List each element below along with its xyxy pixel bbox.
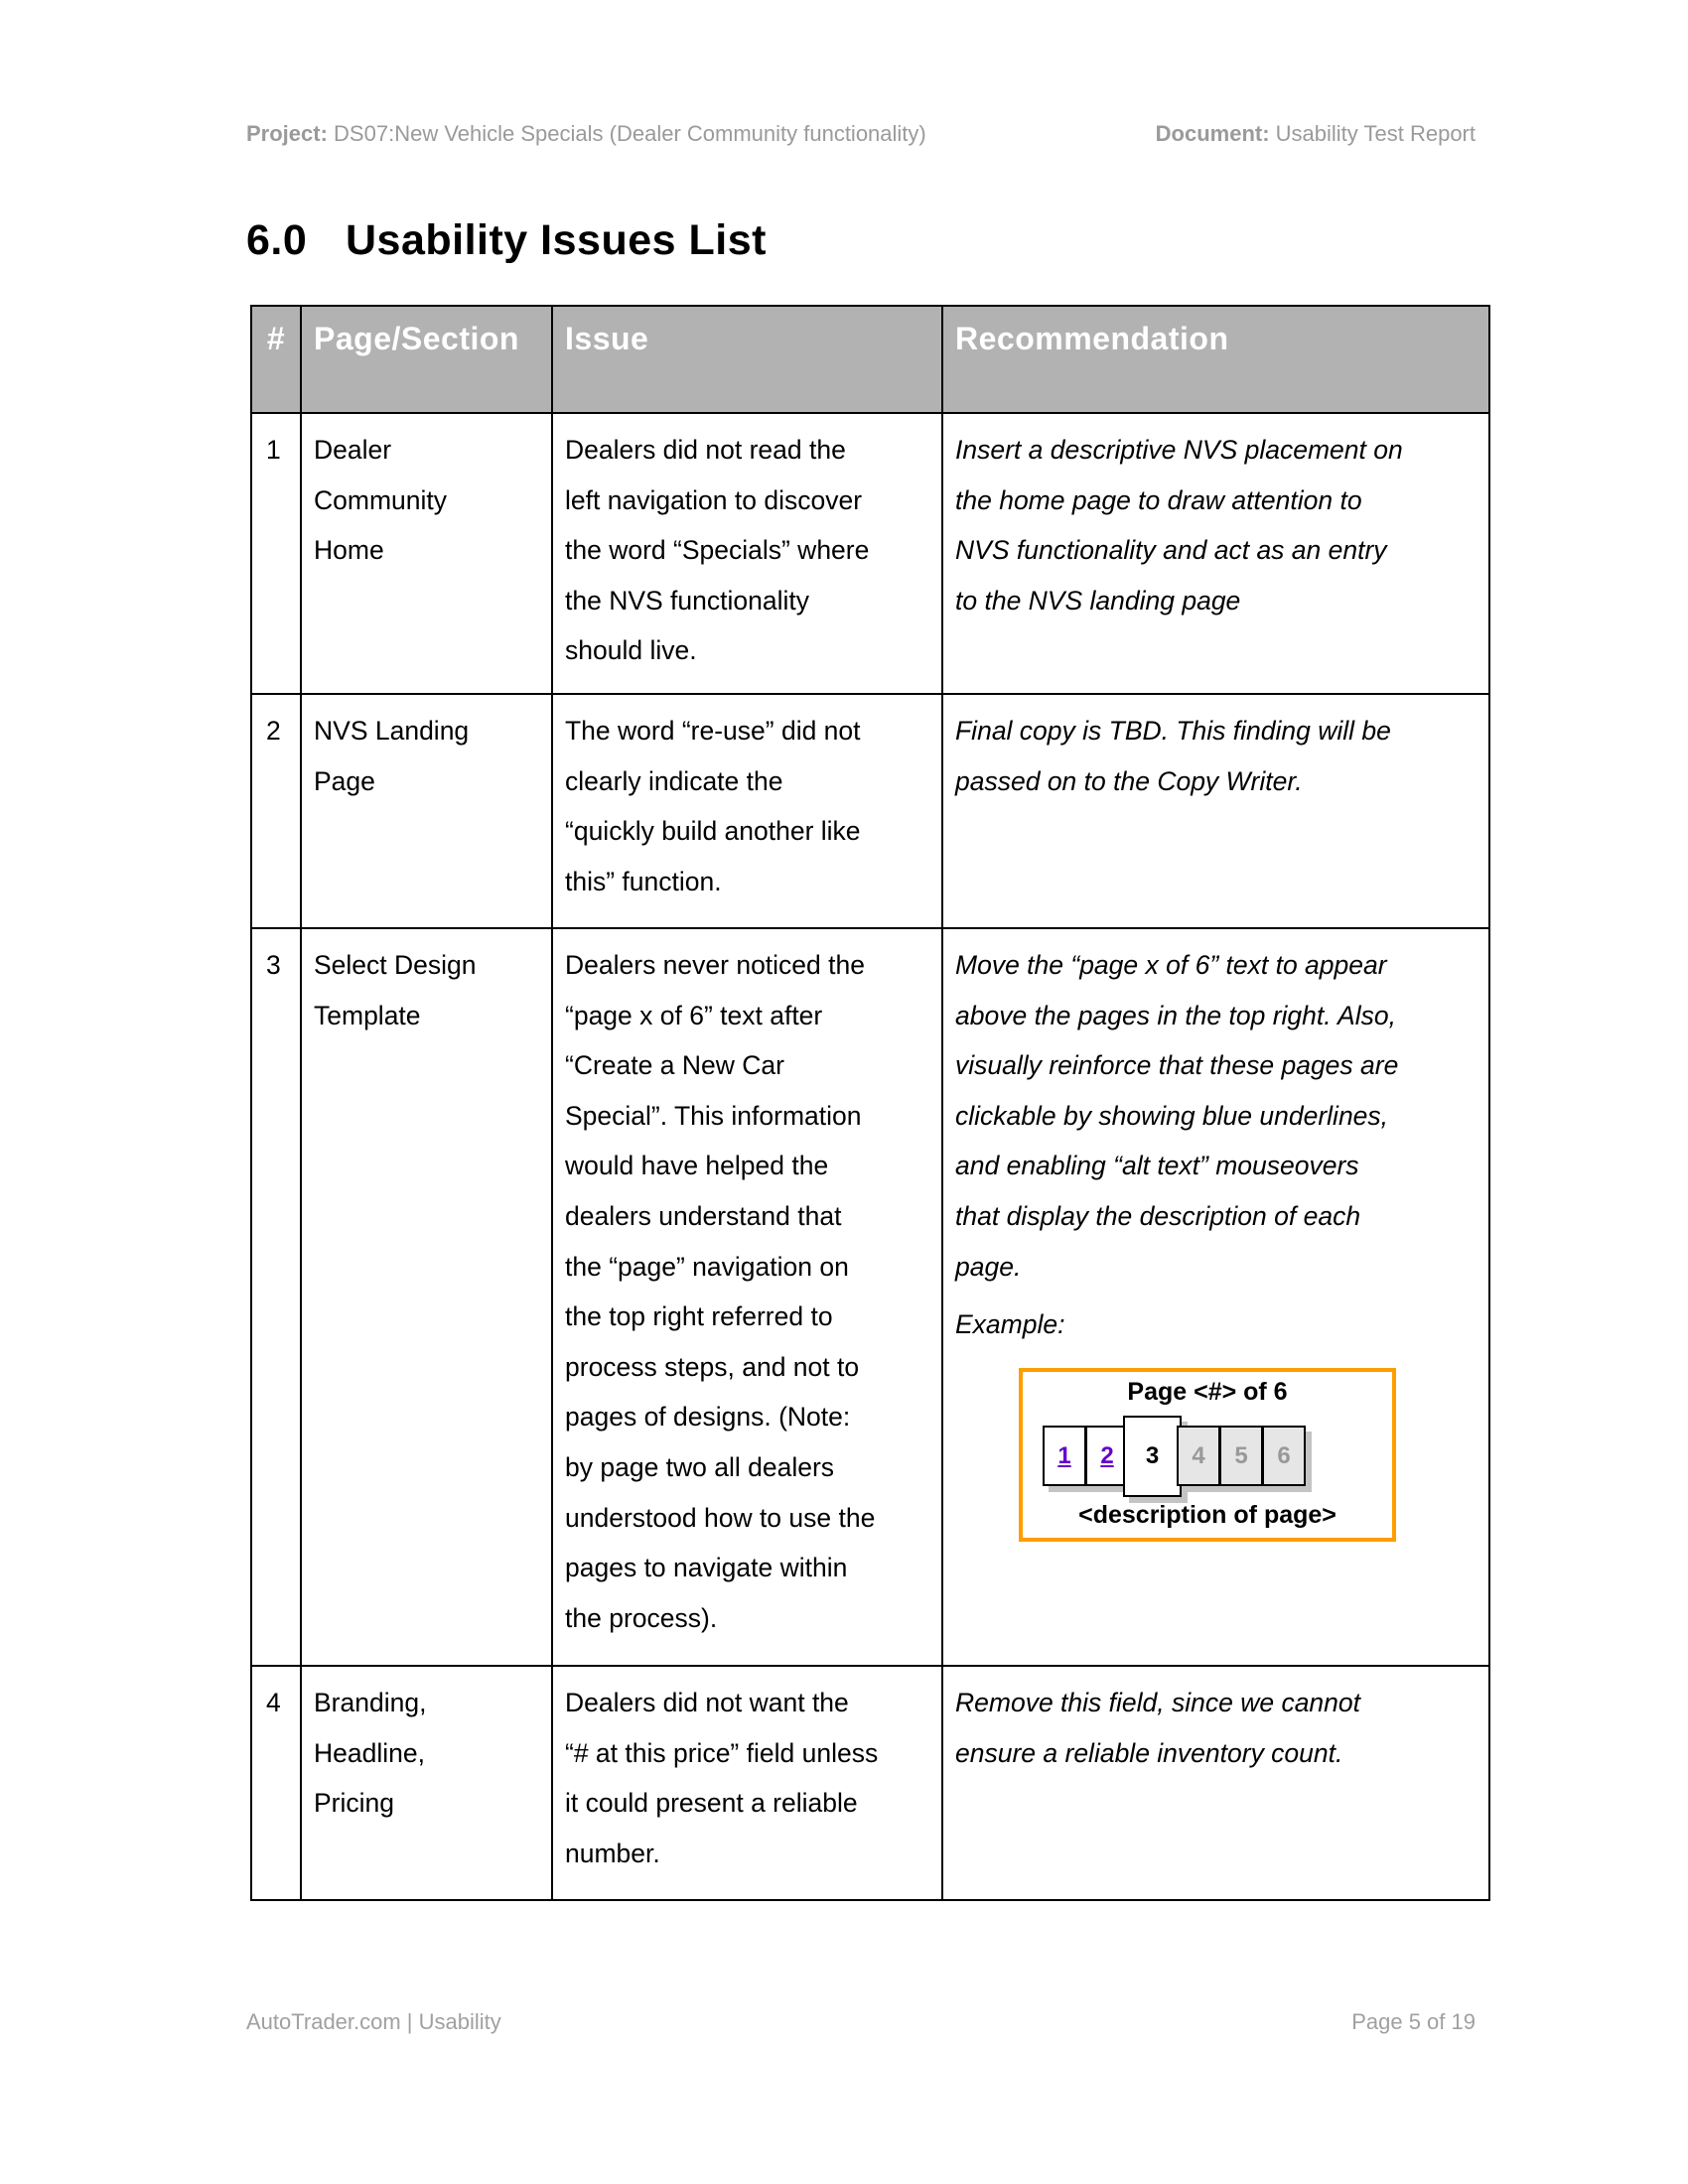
project-label: Project: bbox=[246, 121, 328, 146]
table-row bbox=[251, 413, 1489, 694]
cell-line: Headline, bbox=[314, 1737, 425, 1768]
cell-recommendation bbox=[942, 928, 1489, 1666]
cell-line: Special”. This information bbox=[565, 1100, 862, 1131]
cell-line: NVS functionality and act as an entry bbox=[955, 535, 1387, 566]
table-row bbox=[251, 1666, 1489, 1900]
page-tab-4: 4 bbox=[1177, 1426, 1220, 1486]
header-section: Page/Section bbox=[301, 306, 552, 413]
cell-line: page. bbox=[955, 1251, 1022, 1282]
document-value: Usability Test Report bbox=[1275, 121, 1476, 146]
cell-line: Move the “page x of 6” text to appear bbox=[955, 950, 1387, 980]
page-tab-5: 5 bbox=[1219, 1426, 1263, 1486]
cell-section bbox=[301, 1666, 552, 1900]
table-row bbox=[251, 928, 1489, 1666]
cell-recommendation bbox=[942, 413, 1489, 694]
cell-line: the process). bbox=[565, 1602, 718, 1633]
footer-page-number: Page 5 of 19 bbox=[1351, 2009, 1476, 2034]
cell-line: to the NVS landing page bbox=[955, 585, 1241, 615]
cell-line: Dealers did not want the bbox=[565, 1688, 849, 1717]
cell-line: this” function. bbox=[565, 866, 722, 896]
header-document bbox=[1156, 121, 1476, 147]
cell-line: process steps, and not to bbox=[565, 1351, 860, 1382]
table-row bbox=[251, 694, 1489, 928]
cell-line: the top right referred to bbox=[565, 1301, 833, 1332]
cell-line: visually reinforce that these pages are bbox=[955, 1050, 1399, 1081]
cell-line: should live. bbox=[565, 635, 697, 666]
cell-line: Final copy is TBD. This finding will be bbox=[955, 716, 1391, 746]
header-num: # bbox=[251, 306, 301, 413]
header-issue: Issue bbox=[552, 306, 942, 413]
page-tab-6: 6 bbox=[1262, 1426, 1306, 1486]
page-tab-1[interactable]: 1 bbox=[1043, 1426, 1086, 1486]
cell-recommendation bbox=[942, 1666, 1489, 1900]
section-heading bbox=[246, 216, 767, 265]
cell-line: Dealers never noticed the bbox=[565, 950, 865, 980]
header-project bbox=[246, 121, 926, 147]
cell-line: above the pages in the top right. Also, bbox=[955, 1000, 1396, 1030]
cell-line: would have helped the bbox=[565, 1151, 829, 1181]
cell-issue bbox=[552, 928, 942, 1666]
document-label: Document: bbox=[1155, 121, 1270, 146]
cell-line: the home page to draw attention to bbox=[955, 484, 1362, 515]
cell-line: “# at this price” field unless bbox=[565, 1737, 879, 1768]
cell-line: Template bbox=[314, 1000, 421, 1030]
cell-line: Page bbox=[314, 765, 375, 796]
cell-line: Home bbox=[314, 535, 384, 566]
example-description: <description of page> bbox=[1078, 1500, 1336, 1529]
cell-line: it could present a reliable bbox=[565, 1788, 858, 1819]
cell-line: “Create a New Car bbox=[565, 1050, 784, 1081]
cell-line: number. bbox=[565, 1838, 660, 1868]
issues-table bbox=[250, 305, 1490, 1901]
cell-line: Select Design bbox=[314, 950, 477, 980]
cell-line: clearly indicate the bbox=[565, 765, 783, 796]
cell-section bbox=[301, 694, 552, 928]
cell-line: dealers understand that bbox=[565, 1200, 842, 1231]
cell-line: pages to navigate within bbox=[565, 1553, 848, 1583]
page-tab-2[interactable]: 2 bbox=[1085, 1426, 1129, 1486]
cell-recommendation bbox=[942, 694, 1489, 928]
cell-line: the word “Specials” where bbox=[565, 535, 870, 566]
row-number: 4 bbox=[251, 1666, 301, 1900]
cell-issue bbox=[552, 1666, 942, 1900]
cell-line: that display the description of each bbox=[955, 1200, 1361, 1231]
cell-line: by page two all dealers bbox=[565, 1451, 835, 1482]
cell-line: the “page” navigation on bbox=[565, 1251, 849, 1282]
cell-line: and enabling “alt text” mouseovers bbox=[955, 1151, 1359, 1181]
cell-line: Pricing bbox=[314, 1788, 395, 1819]
header-recommendation: Recommendation bbox=[942, 306, 1489, 413]
cell-line: Dealer bbox=[314, 435, 392, 465]
cell-section bbox=[301, 413, 552, 694]
cell-line: the NVS functionality bbox=[565, 585, 809, 615]
cell-line: “page x of 6” text after bbox=[565, 1000, 823, 1030]
row-number: 3 bbox=[251, 928, 301, 1666]
section-number: 6.0 bbox=[246, 216, 308, 264]
cell-line: understood how to use the bbox=[565, 1502, 876, 1533]
cell-line: Remove this field, since we cannot bbox=[955, 1688, 1361, 1717]
page-tab-3: 3 bbox=[1123, 1416, 1182, 1497]
example-label: Example: bbox=[955, 1309, 1065, 1340]
cell-line: “quickly build another like bbox=[565, 816, 861, 847]
table-header-row bbox=[251, 306, 1489, 413]
cell-line: Dealers did not read the bbox=[565, 435, 846, 465]
row-number: 1 bbox=[251, 413, 301, 694]
footer-left: AutoTrader.com | Usability bbox=[246, 2009, 501, 2034]
pagination-example bbox=[1019, 1368, 1396, 1542]
cell-issue bbox=[552, 413, 942, 694]
cell-line: ensure a reliable inventory count. bbox=[955, 1737, 1343, 1768]
cell-line: NVS Landing bbox=[314, 716, 470, 746]
cell-line: Branding, bbox=[314, 1688, 427, 1717]
cell-line: Insert a descriptive NVS placement on bbox=[955, 435, 1403, 465]
cell-line: Community bbox=[314, 484, 448, 515]
cell-issue bbox=[552, 694, 942, 928]
example-title: Page <#> of 6 bbox=[1127, 1377, 1288, 1406]
cell-line: clickable by showing blue underlines, bbox=[955, 1100, 1389, 1131]
cell-section bbox=[301, 928, 552, 1666]
cell-line: The word “re-use” did not bbox=[565, 716, 861, 746]
cell-line: left navigation to discover bbox=[565, 484, 863, 515]
section-title: Usability Issues List bbox=[346, 216, 767, 264]
row-number: 2 bbox=[251, 694, 301, 928]
project-value: DS07:New Vehicle Specials (Dealer Community functionality) bbox=[334, 121, 926, 146]
cell-line: pages of designs. (Note: bbox=[565, 1402, 851, 1433]
cell-line: passed on to the Copy Writer. bbox=[955, 765, 1303, 796]
